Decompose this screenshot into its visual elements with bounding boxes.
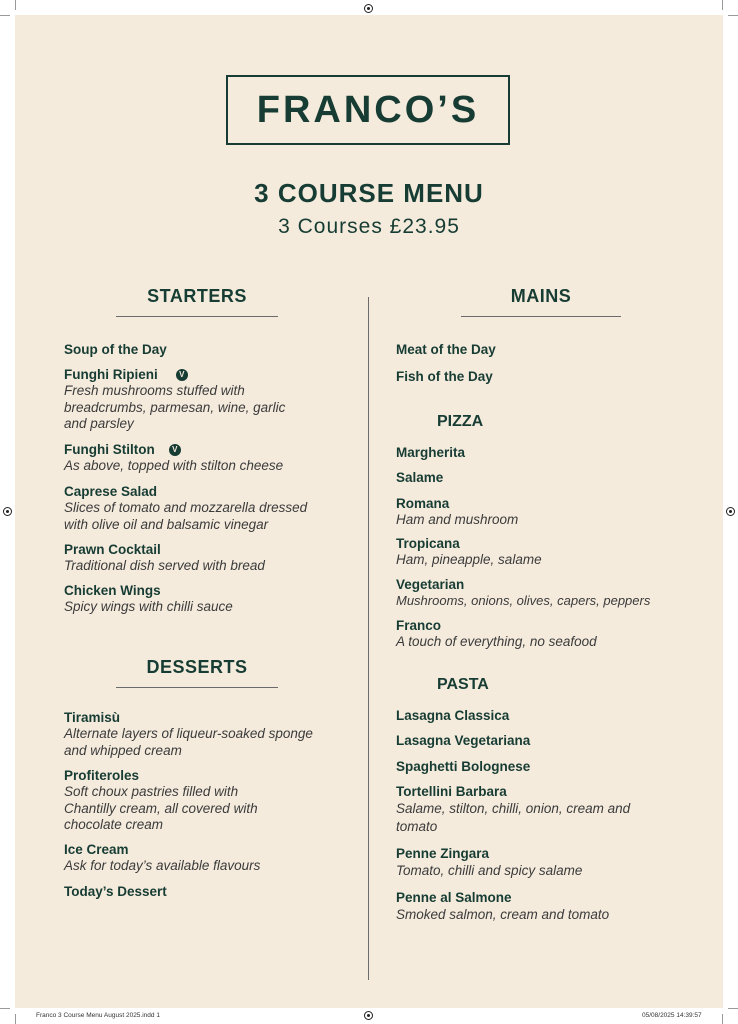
logo [226,75,510,145]
item-name: Tiramisù [64,710,121,725]
menu-item [396,618,686,651]
crop-mark [722,1014,723,1024]
menu-item [64,583,354,616]
registration-mark-icon [364,4,373,13]
item-description: Tomato, chilli and spicy salame [396,863,583,878]
section-heading-pizza: PIZZA [437,413,484,430]
section-heading-desserts: DESSERTS [146,657,248,677]
crop-mark [728,15,738,16]
section-rule [461,316,621,317]
item-description: Ask for today’s available flavours [64,858,261,873]
item-description: Soft choux pastries filled with [64,784,239,799]
menu-item [396,890,686,924]
item-name: Romana [396,496,450,511]
item-name: Penne al Salmone [396,890,512,905]
vegetarian-icon: V [176,369,188,381]
item-name [64,367,354,383]
menu-item [64,442,354,475]
item-description: Slices of tomato and mozzarella dressed [64,500,308,515]
crop-mark [0,15,10,16]
menu-item [396,445,686,461]
registration-mark-icon [364,1011,373,1020]
item-description: As above, topped with stilton cheese [64,458,284,473]
item-name: Franco [396,618,442,633]
item-name: Lasagna Vegetariana [396,733,531,748]
item-name: Fish of the Day [396,369,493,384]
item-description: and parsley [64,416,134,431]
section-heading-pasta: PASTA [437,676,489,693]
item-name: Today’s Dessert [64,884,167,899]
item-description: Mushrooms, onions, olives, capers, peppers [396,593,651,608]
menu-item [64,768,354,834]
menu-item [396,759,686,775]
vegetarian-icon: V [169,444,181,456]
menu-item [396,342,686,358]
item-name: Prawn Cocktail [64,542,161,557]
item-description: Alternate layers of liqueur-soaked sponge [64,726,313,741]
item-name: Margherita [396,445,466,460]
item-description: Salame, stilton, chilli, onion, cream and [396,801,631,816]
item-name [64,442,354,458]
item-name: Chicken Wings [64,583,161,598]
section-rule [116,316,278,317]
item-name: Soup of the Day [64,342,167,357]
item-description: Spicy wings with chilli sauce [64,599,233,614]
footer-filename: Franco 3 Course Menu August 2025.indd 1 [36,1012,160,1019]
footer-timestamp: 05/08/2025 14:39:57 [642,1012,702,1019]
menu-item [396,708,686,724]
item-name-text: Funghi Ripieni [64,367,158,382]
section-rule [116,687,278,688]
menu-item [396,784,686,836]
menu-item [64,710,354,759]
logo-text: FRANCO’S [256,88,480,131]
item-description: with olive oil and balsamic vinegar [64,516,269,532]
menu-item [64,842,354,875]
item-name-text: Funghi Stilton [64,442,155,457]
item-description: chocolate cream [64,817,164,832]
crop-mark [728,1008,738,1009]
item-name: Profiteroles [64,768,140,783]
item-description: Smoked salmon, cream and tomato [396,907,610,922]
item-name: Meat of the Day [396,342,496,357]
menu-item [396,369,686,385]
menu-price: 3 Courses £23.95 [278,215,460,238]
item-description: Chantilly cream, all covered with [64,800,258,816]
item-name: Ice Cream [64,842,129,857]
menu-item [64,342,354,358]
menu-item [64,367,354,433]
item-description: Traditional dish served with bread [64,558,265,573]
column-divider [368,297,369,980]
item-name: Tropicana [396,536,460,551]
menu-item [396,846,686,880]
section-heading-starters: STARTERS [147,286,247,306]
registration-mark-icon [726,507,735,516]
crop-mark [15,1014,16,1024]
item-name: Caprese Salad [64,484,158,499]
item-name: Spaghetti Bolognese [396,759,531,774]
item-description: Fresh mushrooms stuffed with [64,383,245,398]
menu-item [396,733,686,749]
item-description: Ham, pineapple, salame [396,552,542,567]
crop-mark [15,0,16,10]
menu-item [64,484,354,533]
section-heading-mains: MAINS [510,286,572,306]
menu-item [396,577,686,610]
menu-item [396,496,686,529]
registration-mark-icon [3,507,12,516]
crop-mark [0,1008,10,1009]
menu-item [396,536,686,569]
menu-item [64,884,354,900]
item-description: tomato [396,819,438,834]
menu-item [396,470,686,486]
item-description: and whipped cream [64,742,182,758]
menu-page [15,15,723,1008]
item-description: Ham and mushroom [396,512,519,527]
item-description: breadcrumbs, parmesan, wine, garlic [64,399,286,415]
item-description: A touch of everything, no seafood [396,634,597,649]
item-name: Penne Zingara [396,846,490,861]
crop-mark [722,0,723,10]
item-name: Tortellini Barbara [396,784,507,799]
menu-title: 3 COURSE MENU [254,178,484,208]
menu-item [64,542,354,575]
item-name: Vegetarian [396,577,465,592]
item-name: Salame [396,470,444,485]
item-name: Lasagna Classica [396,708,510,723]
